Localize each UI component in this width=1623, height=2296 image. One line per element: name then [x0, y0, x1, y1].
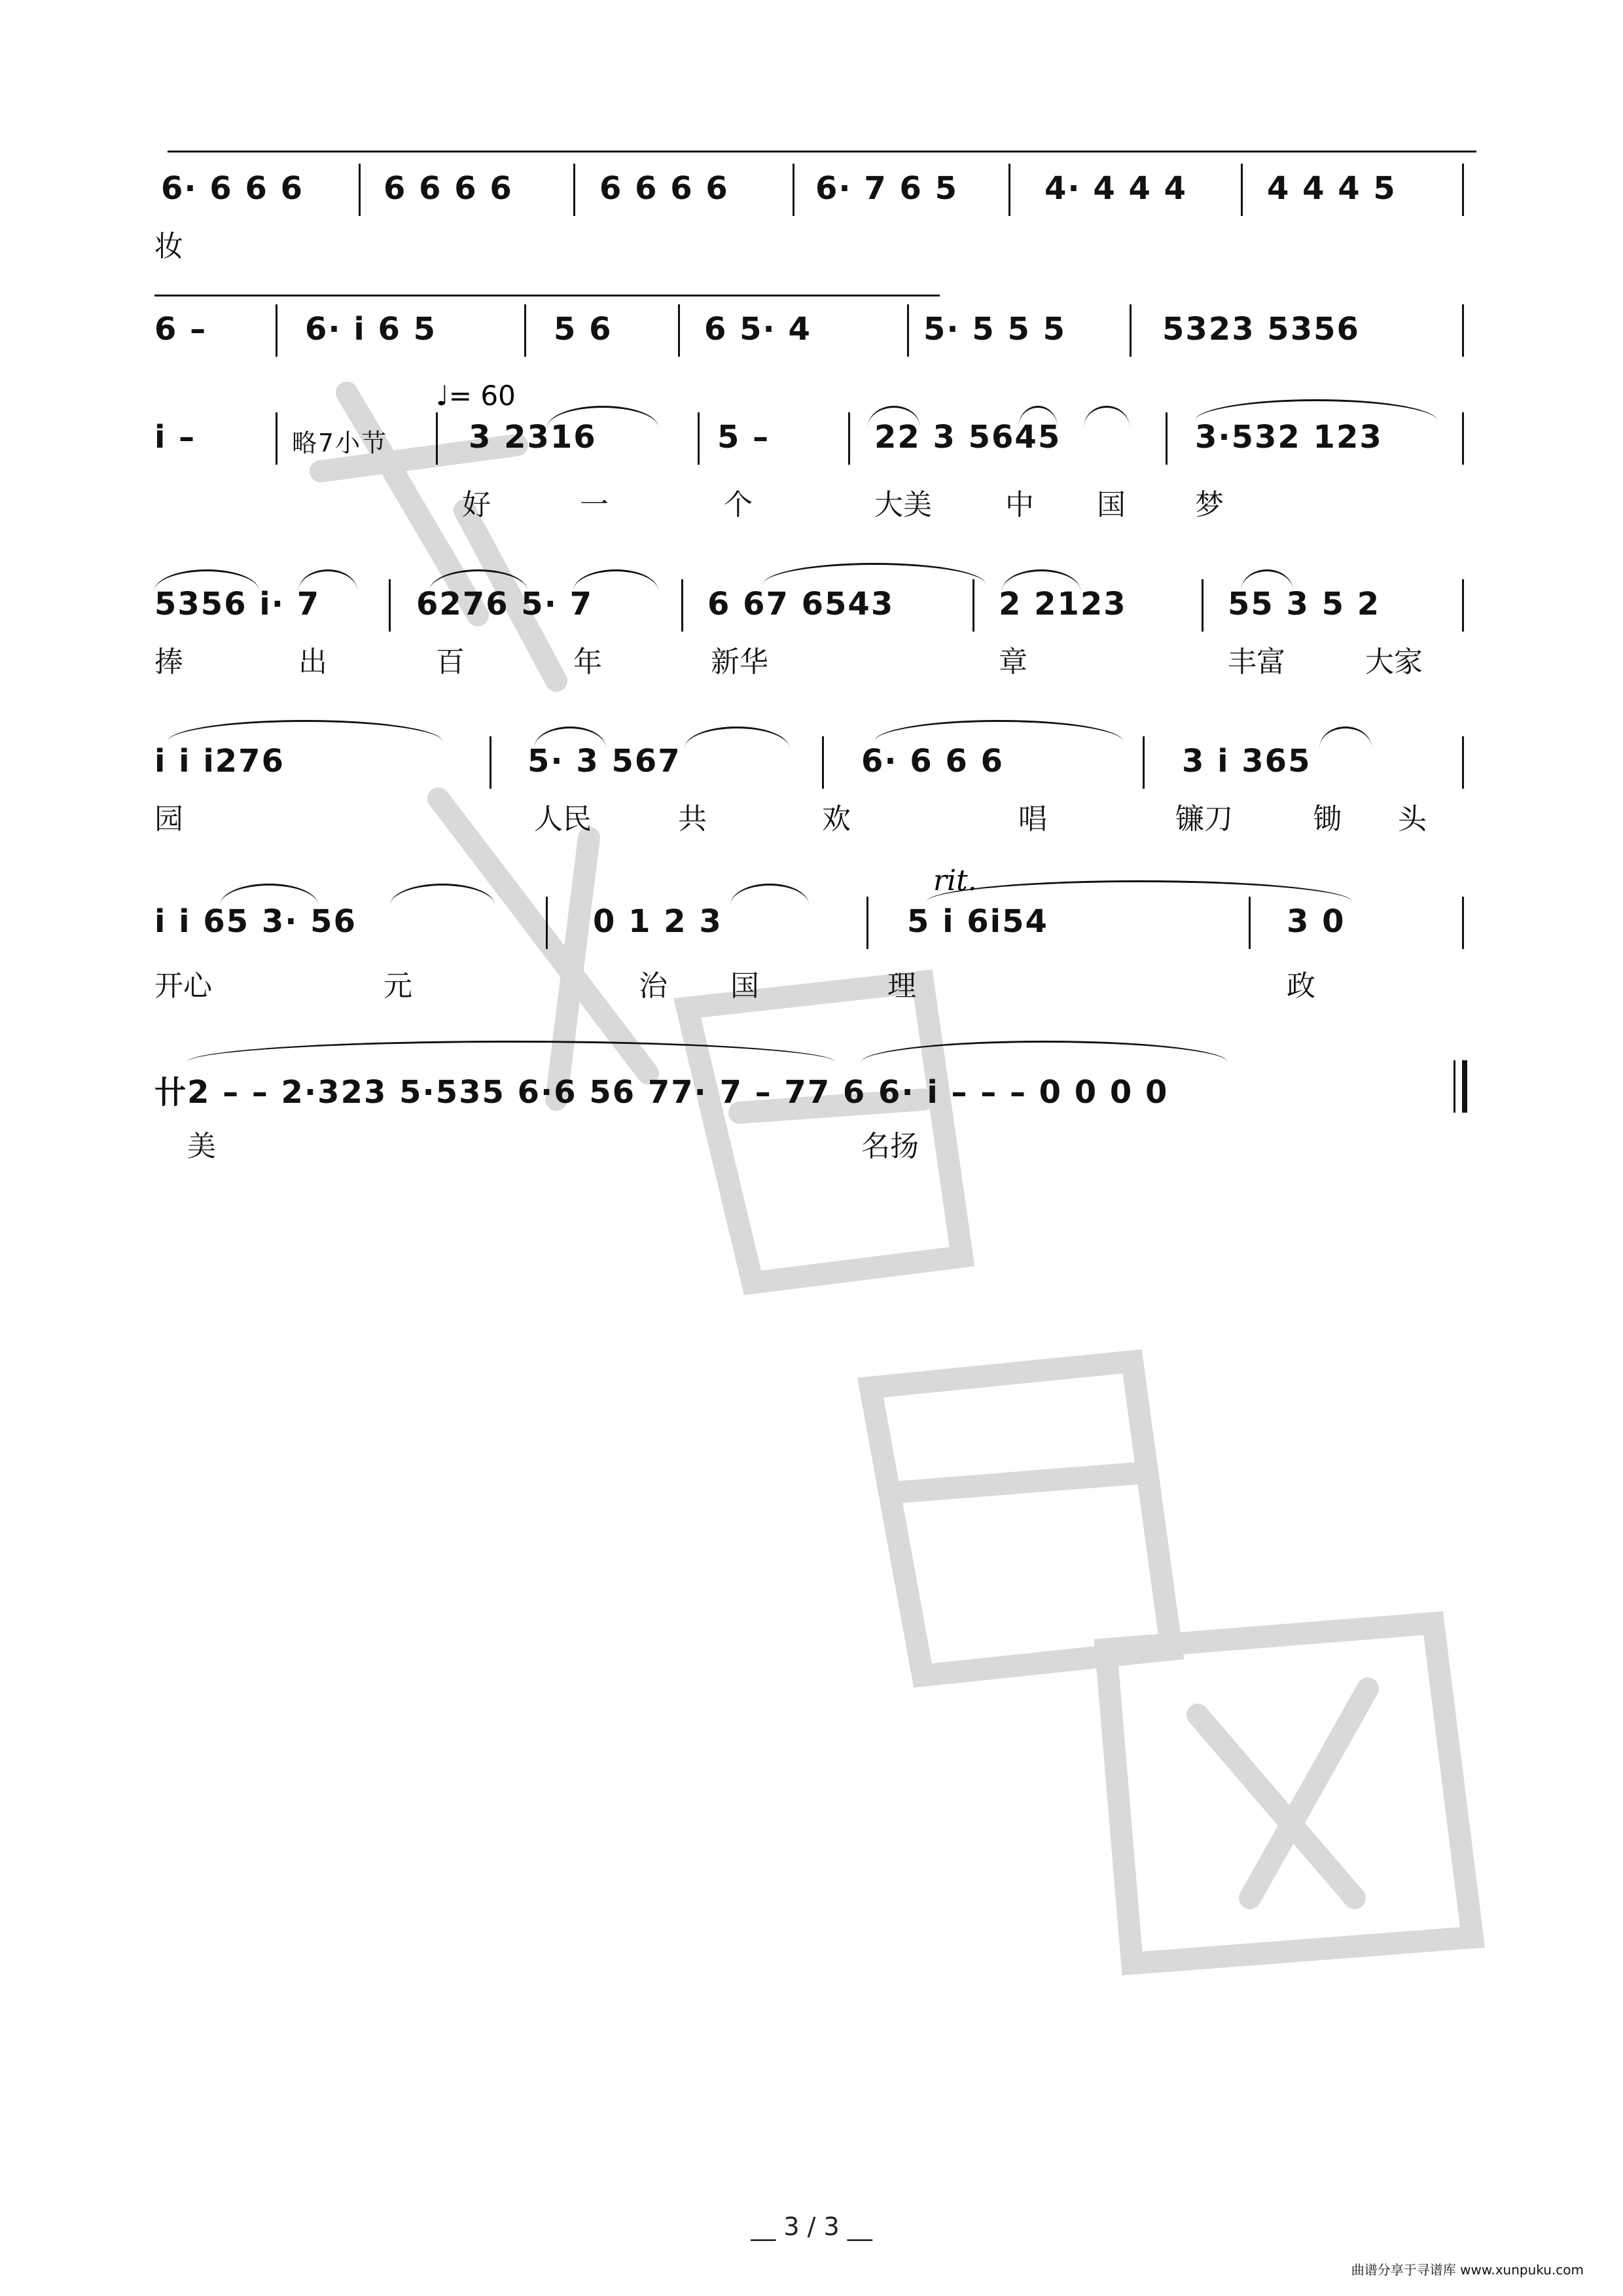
lyric: 好 — [462, 488, 491, 522]
site-brand: 曲谱分享于寻谱库 www.xunpuku.com — [1351, 2262, 1584, 2278]
lyric: 政 — [1287, 969, 1315, 1003]
lyric: 大美 — [874, 488, 932, 522]
measure: i i 65 3· 56 — [154, 903, 357, 940]
barline — [573, 164, 575, 216]
barline — [1462, 412, 1464, 465]
lyric: 园 — [154, 802, 183, 836]
lyrics-line — [154, 1122, 1476, 1168]
lyric: 理 — [887, 969, 916, 1003]
lyric: 大家 — [1365, 645, 1423, 679]
measure: 6276 5· 7 — [416, 586, 594, 622]
measure: 6· 6 6 6 — [861, 743, 1004, 780]
measure: 5· 5 5 5 — [923, 311, 1066, 348]
lyric: 妆 — [154, 230, 183, 263]
lyric: 捧 — [154, 645, 183, 679]
measure: 6· 6 6 6 — [161, 170, 304, 207]
measure: 6 – — [154, 311, 207, 348]
measure: 55 3 5 2 — [1228, 586, 1381, 622]
lyrics-line — [154, 638, 1476, 684]
measure: 5 i 6i54 — [907, 903, 1048, 940]
barline — [1462, 579, 1464, 632]
measure: 2 2123 — [999, 586, 1127, 622]
lyrics-line — [154, 795, 1476, 841]
ritardando-mark: rit. — [933, 864, 977, 897]
barline — [972, 579, 974, 632]
notation-line — [154, 743, 1476, 802]
lyric: 一 — [580, 488, 609, 522]
measure: 4 4 4 5 — [1267, 170, 1397, 207]
lyric: 头 — [1398, 802, 1427, 836]
lyric: 丰富 — [1228, 645, 1285, 679]
measure: 3·532 123 — [1195, 419, 1383, 456]
notation-line — [154, 1067, 1476, 1126]
measure: 6· i 6 5 — [305, 311, 437, 348]
barline — [1462, 164, 1464, 216]
slur — [861, 1041, 1228, 1062]
lyric: 欢 — [822, 802, 851, 836]
measure: 3 i 365 — [1182, 743, 1311, 780]
lyric: 国 — [1097, 488, 1126, 522]
barline — [1008, 164, 1010, 216]
slur — [187, 1041, 835, 1062]
barline — [1143, 736, 1145, 789]
measure: 6 6 6 6 — [599, 170, 729, 207]
barline — [1202, 579, 1204, 632]
lyric: 年 — [573, 645, 602, 679]
notation-line — [154, 903, 1476, 962]
lyrics-line — [154, 481, 1476, 527]
barline — [1462, 736, 1464, 789]
barline — [1462, 304, 1464, 357]
slur — [763, 563, 986, 584]
barline — [436, 412, 438, 465]
measure: 4· 4 4 4 — [1044, 170, 1187, 207]
lyric: 新华 — [711, 645, 768, 679]
barline — [1166, 412, 1168, 465]
lyric: 章 — [999, 645, 1027, 679]
measure: i i i276 — [154, 743, 285, 780]
barline — [1249, 897, 1251, 949]
measure: 5 6 — [554, 311, 613, 348]
barline — [1462, 897, 1464, 949]
notation-line — [154, 419, 1476, 478]
lyric: 开心 — [154, 969, 212, 1003]
measure: 5356 i· 7 — [154, 586, 321, 622]
slur — [390, 884, 495, 905]
measure: 3 2316 — [469, 419, 597, 456]
lyric: 出 — [298, 645, 327, 679]
slur — [168, 720, 442, 742]
barline — [848, 412, 850, 465]
page-number: __ 3 / 3 __ — [751, 2212, 872, 2241]
barline — [490, 736, 491, 789]
notation-line — [154, 311, 1476, 370]
barline — [907, 304, 909, 357]
measure: 5 – — [717, 419, 770, 456]
barline — [1241, 164, 1243, 216]
slur — [874, 720, 1123, 742]
lyric: 共 — [678, 802, 707, 836]
barline — [866, 897, 868, 949]
measure: 22 3 5645 — [874, 419, 1061, 456]
tie-line — [168, 151, 1476, 159]
lyric: 人民 — [534, 802, 592, 836]
tempo-mark: ♩= 60 — [436, 380, 516, 412]
lyric: 治 — [639, 969, 668, 1003]
barline — [1454, 1060, 1455, 1113]
tie-line — [154, 295, 940, 303]
measure: 5323 5356 — [1162, 311, 1360, 348]
barline — [276, 304, 277, 357]
lyric: 个 — [724, 488, 753, 522]
barline — [546, 897, 548, 949]
barline — [389, 579, 391, 632]
barline — [276, 412, 277, 465]
final-barline — [1462, 1060, 1467, 1113]
barline — [359, 164, 361, 216]
measure: i – — [154, 419, 196, 456]
lyric: 国 — [730, 969, 759, 1003]
lyric: 锄 — [1313, 802, 1342, 836]
lyric: 美 — [187, 1130, 216, 1163]
lyric: 镰刀 — [1175, 802, 1233, 836]
lyrics-line — [154, 962, 1476, 1008]
slur — [220, 884, 318, 905]
barline — [822, 736, 824, 789]
slur — [1195, 399, 1437, 421]
lyric: 元 — [383, 969, 412, 1003]
barline — [793, 164, 794, 216]
lyrics-line — [154, 223, 1476, 268]
omitted-bars-note: 略7小节 — [292, 429, 388, 457]
measure: 3 0 — [1287, 903, 1346, 940]
barline — [698, 412, 700, 465]
measure: 5· 3 567 — [527, 743, 681, 780]
measure: 0 1 2 3 — [593, 903, 722, 940]
notation-line — [154, 586, 1476, 645]
lyric: 名扬 — [861, 1130, 919, 1163]
lyric: 中 — [1005, 488, 1034, 522]
measure: 6 67 6543 — [707, 586, 895, 622]
barline — [681, 579, 683, 632]
measure: 卄2 – – 2·323 5·535 6·6 56 77· 7 – 77 6 6· i – – – 0 0 0 0 — [154, 1074, 1169, 1111]
lyric: 梦 — [1195, 488, 1224, 522]
barline — [678, 304, 680, 357]
measure: 6· 7 6 5 — [815, 170, 958, 207]
slur — [927, 880, 1352, 902]
measure: 6 6 6 6 — [383, 170, 513, 207]
lyric: 百 — [436, 645, 465, 679]
lyric: 唱 — [1018, 802, 1047, 836]
slur — [730, 884, 809, 905]
notation-line — [154, 170, 1476, 229]
measure: 6 5· 4 — [704, 311, 812, 348]
barline — [1130, 304, 1132, 357]
barline — [524, 304, 526, 357]
